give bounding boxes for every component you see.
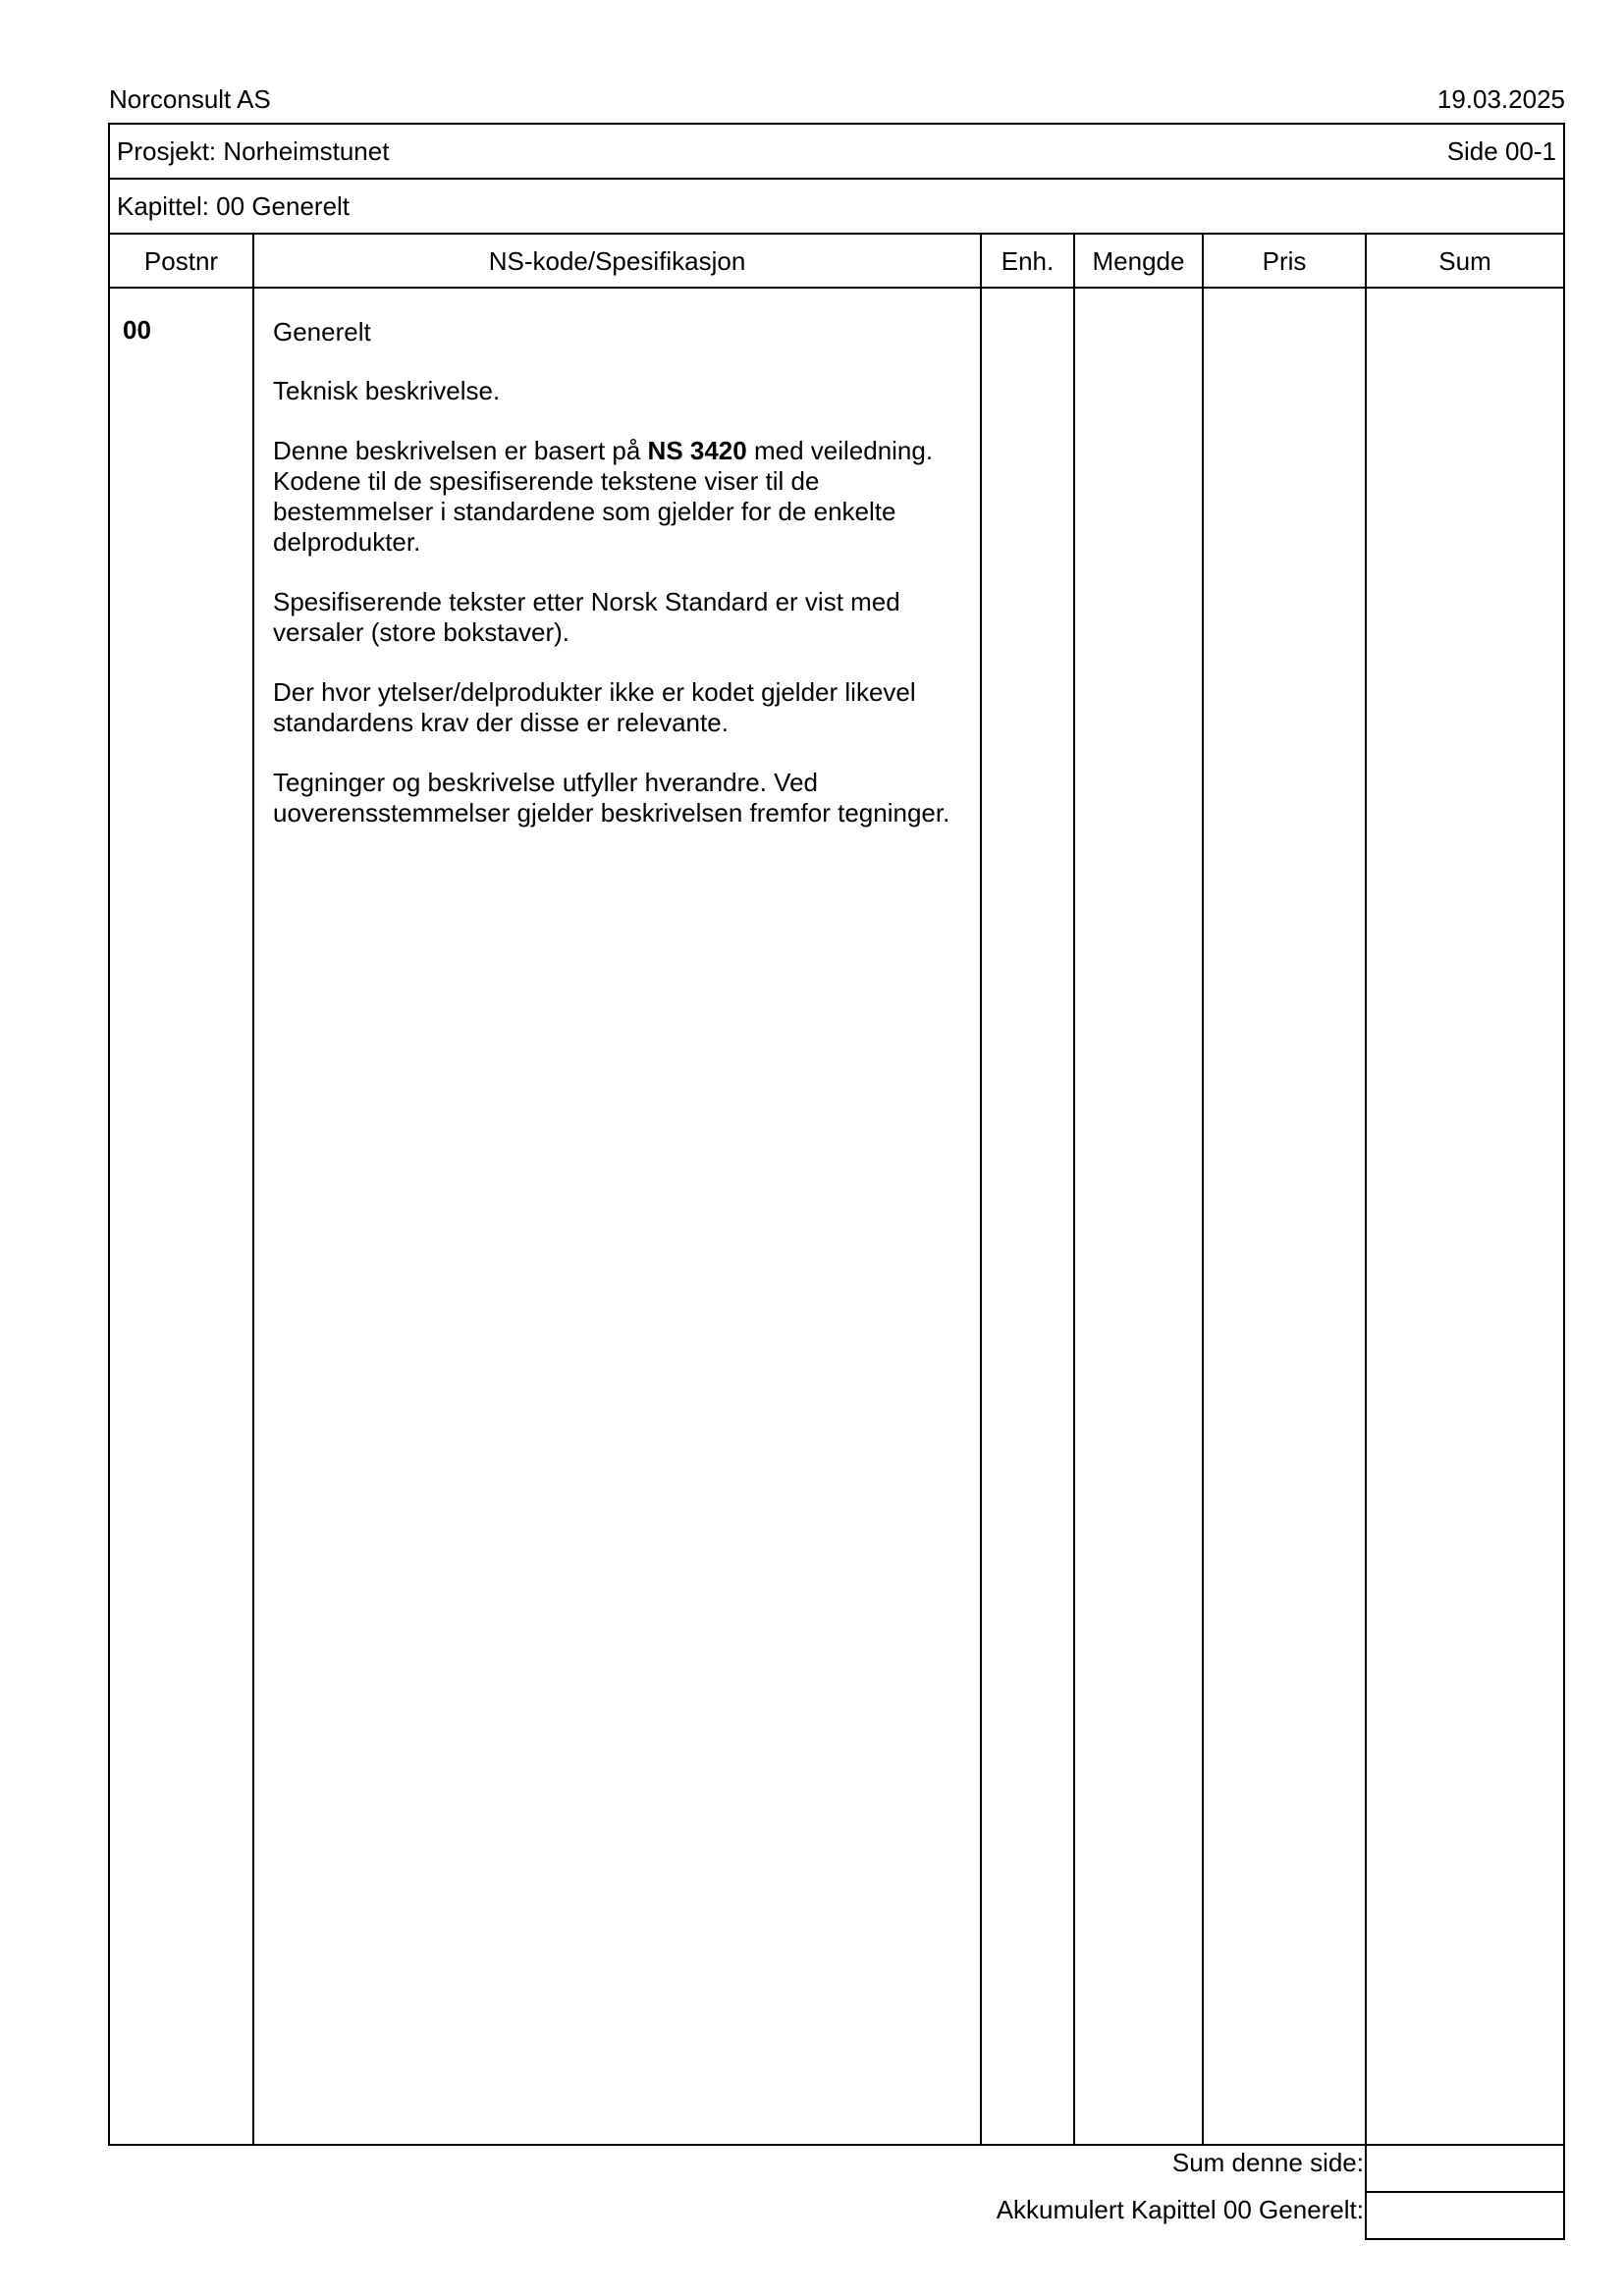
page-sum-label: Sum denne side: — [1171, 2148, 1364, 2177]
item-subtitle: Teknisk beskrivelse. — [273, 376, 501, 405]
item-paragraph-3: Der hvor ytelser/delprodukter ikke er kodet gjelder likevel standardens krav der disse er relevante. — [273, 677, 916, 737]
document-date: 19.03.2025 — [1436, 84, 1565, 114]
item-title: Generelt — [273, 317, 371, 347]
project-label: Prosjekt: Norheimstunet — [117, 136, 390, 166]
col-divider — [252, 233, 254, 2146]
company-name: Norconsult AS — [109, 84, 271, 114]
col-divider — [1073, 233, 1075, 2146]
column-header-unit: Enh. — [1001, 245, 1055, 276]
paragraph-text: Denne beskrivelsen er basert på — [273, 436, 648, 465]
accumulated-box — [1365, 2191, 1565, 2240]
chapter-row — [108, 178, 1565, 235]
accumulated-label: Akkumulert Kapittel 00 Generelt: — [996, 2195, 1364, 2224]
item-postnr: 00 — [123, 315, 151, 345]
column-header-quantity: Mengde — [1092, 245, 1185, 276]
page-sum-box — [1365, 2144, 1565, 2193]
column-header-price: Pris — [1262, 245, 1307, 276]
column-header-sum: Sum — [1438, 245, 1491, 276]
item-paragraph-4: Tegninger og beskrivelse utfyller hverandre. Ved uoverensstemmelser gjelder beskrivelsen fremfor tegninger. — [273, 768, 950, 828]
item-paragraph-2: Spesifiserende tekster etter Norsk Standard er vist med versaler (store bokstaver). — [273, 587, 900, 647]
item-paragraph-1 — [273, 436, 982, 558]
standard-reference: NS 3420 — [647, 436, 747, 465]
col-divider — [1365, 233, 1367, 2146]
page-number: Side 00-1 — [1446, 136, 1556, 166]
column-header-spec: NS-kode/Spesifikasjon — [488, 245, 746, 276]
paragraph-text: med veiledning. Kodene til de spesifiserende tekstene viser til de bestemmelser i standardene som gjelder for de enkelte delprodukter. — [273, 436, 934, 557]
project-row — [108, 123, 1565, 180]
column-header-postnr: Postnr — [143, 245, 219, 276]
col-divider — [1202, 233, 1204, 2146]
chapter-label: Kapittel: 00 Generelt — [117, 191, 351, 221]
